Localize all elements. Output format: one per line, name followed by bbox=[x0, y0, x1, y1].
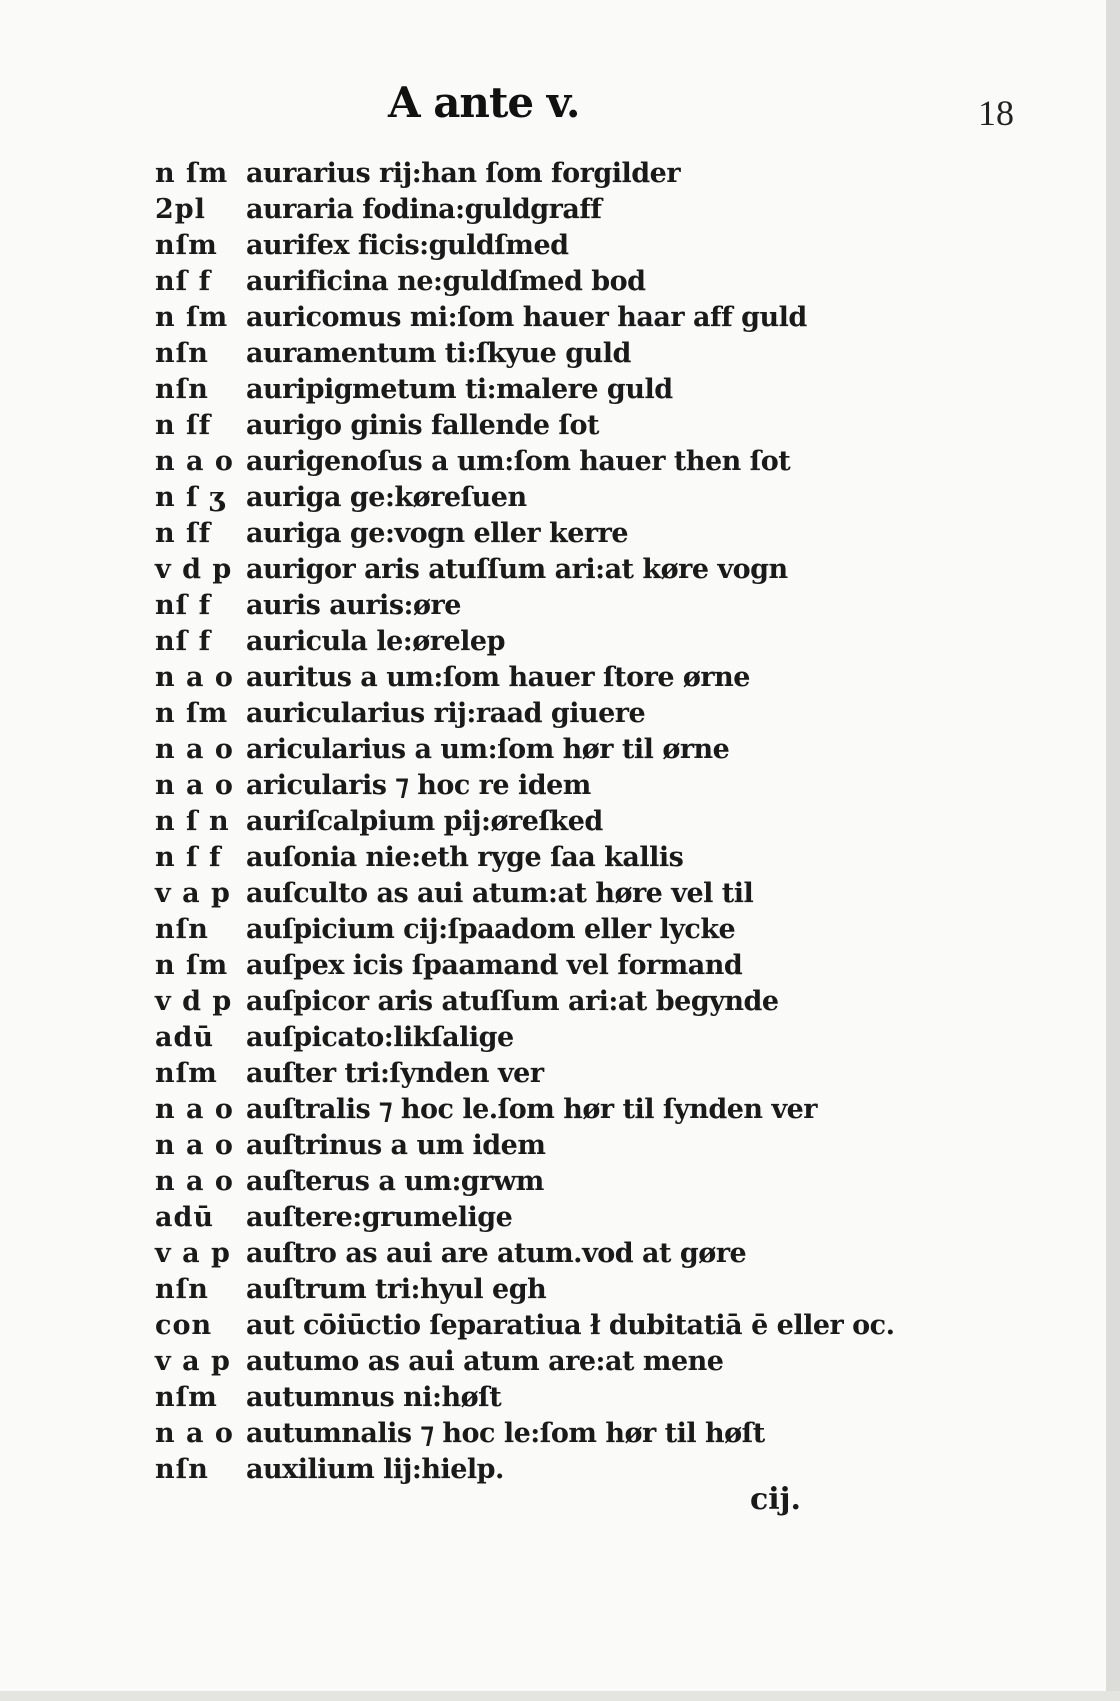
entry-text: auſtrinus a um idem bbox=[246, 1130, 546, 1161]
entry-text: auricomus mi:ſom hauer haar aff guld bbox=[246, 302, 807, 333]
grammar-code: 2pl bbox=[155, 194, 206, 225]
entry-text: auriga ge:køreſuen bbox=[246, 482, 527, 513]
grammar-code: n ſf bbox=[155, 410, 212, 441]
entry-text: autumnalis ⁊ hoc le:ſom hør til høſt bbox=[246, 1418, 765, 1449]
catchword: cij. bbox=[750, 1482, 801, 1517]
entry-text: auſpicor aris atuſſum ari:at begynde bbox=[246, 986, 779, 1017]
grammar-code: n a o bbox=[155, 662, 234, 693]
entry-text: aurigo ginis fallende ſot bbox=[246, 410, 600, 441]
grammar-code: n a o bbox=[155, 446, 234, 477]
entry-text: auſpicium cij:ſpaadom eller lycke bbox=[246, 914, 736, 945]
entry-text: auſculto as aui atum:at høre vel til bbox=[246, 878, 754, 909]
grammar-code: nſn bbox=[155, 374, 209, 405]
dictionary-entry bbox=[0, 230, 1120, 266]
dictionary-entry bbox=[0, 878, 1120, 914]
entry-text: auricularius rij:raad giuere bbox=[246, 698, 646, 729]
dictionary-entry bbox=[0, 1202, 1120, 1238]
dictionary-entry bbox=[0, 338, 1120, 374]
dictionary-entry bbox=[0, 482, 1120, 518]
dictionary-entry bbox=[0, 1022, 1120, 1058]
grammar-code: nſn bbox=[155, 1454, 209, 1485]
grammar-code: v a p bbox=[155, 1238, 231, 1269]
grammar-code: n ſ f bbox=[155, 842, 222, 873]
entry-text: auramentum ti:ſkyue guld bbox=[246, 338, 631, 369]
dictionary-entry bbox=[0, 1166, 1120, 1202]
entry-text: autumo as aui atum are:at mene bbox=[246, 1346, 724, 1377]
grammar-code: n ſm bbox=[155, 158, 229, 189]
grammar-code: n a o bbox=[155, 734, 234, 765]
grammar-code: n ſm bbox=[155, 950, 229, 981]
grammar-code: v a p bbox=[155, 878, 231, 909]
dictionary-entry bbox=[0, 410, 1120, 446]
entry-text: aricularius a um:ſom hør til ørne bbox=[246, 734, 730, 765]
grammar-code: n a o bbox=[155, 1130, 234, 1161]
entry-text: auſpicato:likſalige bbox=[246, 1022, 514, 1053]
dictionary-entry bbox=[0, 1454, 1120, 1490]
grammar-code: nſ f bbox=[155, 626, 212, 657]
grammar-code: n ſ n bbox=[155, 806, 230, 837]
entry-text: auſtro as aui are atum.vod at gøre bbox=[246, 1238, 747, 1269]
dictionary-entry bbox=[0, 302, 1120, 338]
entry-text: auriſcalpium pij:øreſked bbox=[246, 806, 603, 837]
dictionary-entry bbox=[0, 1418, 1120, 1454]
dictionary-entry bbox=[0, 1238, 1120, 1274]
entry-text: aurigenoſus a um:ſom hauer then ſot bbox=[246, 446, 791, 477]
grammar-code: nſ f bbox=[155, 590, 212, 621]
dictionary-entry bbox=[0, 950, 1120, 986]
entry-text: auripigmetum ti:malere guld bbox=[246, 374, 673, 405]
grammar-code: nſm bbox=[155, 1058, 218, 1089]
dictionary-entry bbox=[0, 518, 1120, 554]
grammar-code: nſn bbox=[155, 338, 209, 369]
grammar-code: n a o bbox=[155, 770, 234, 801]
dictionary-entry bbox=[0, 374, 1120, 410]
entry-text: aurarius rij:han ſom forgilder bbox=[246, 158, 681, 189]
entry-text: auſpex icis ſpaamand vel formand bbox=[246, 950, 743, 981]
grammar-code: nſn bbox=[155, 1274, 209, 1305]
dictionary-entry bbox=[0, 1058, 1120, 1094]
dictionary-entry bbox=[0, 914, 1120, 950]
dictionary-entry bbox=[0, 1310, 1120, 1346]
dictionary-entry bbox=[0, 734, 1120, 770]
dictionary-entry bbox=[0, 698, 1120, 734]
dictionary-entry bbox=[0, 194, 1120, 230]
grammar-code: nſn bbox=[155, 914, 209, 945]
grammar-code: n a o bbox=[155, 1094, 234, 1125]
entry-text: auſtere:grumelige bbox=[246, 1202, 513, 1233]
dictionary-entry bbox=[0, 158, 1120, 194]
grammar-code: n ſf bbox=[155, 518, 212, 549]
entry-text: auſonia nie:eth ryge ſaa kallis bbox=[246, 842, 684, 873]
grammar-code: nſm bbox=[155, 1382, 218, 1413]
dictionary-entry bbox=[0, 842, 1120, 878]
dictionary-entry bbox=[0, 662, 1120, 698]
grammar-code: con bbox=[155, 1310, 213, 1341]
entry-text: aurificina ne:guldſmed bod bbox=[246, 266, 646, 297]
entry-text: auris auris:øre bbox=[246, 590, 461, 621]
grammar-code: adū bbox=[155, 1202, 215, 1233]
grammar-code: nſ f bbox=[155, 266, 212, 297]
entry-text: autumnus ni:høſt bbox=[246, 1382, 502, 1413]
dictionary-entry bbox=[0, 1382, 1120, 1418]
entry-text: auriga ge:vogn eller kerre bbox=[246, 518, 629, 549]
dictionary-entry bbox=[0, 770, 1120, 806]
dictionary-entry bbox=[0, 1094, 1120, 1130]
grammar-code: n a o bbox=[155, 1166, 234, 1197]
dictionary-entry bbox=[0, 1346, 1120, 1382]
entry-text: auſtrum tri:hyul egh bbox=[246, 1274, 547, 1305]
grammar-code: v a p bbox=[155, 1346, 231, 1377]
entry-text: aurigor aris atuſſum ari:at køre vogn bbox=[246, 554, 788, 585]
dictionary-entry bbox=[0, 266, 1120, 302]
entry-text: auſter tri:ſynden ver bbox=[246, 1058, 544, 1089]
grammar-code: v d p bbox=[155, 554, 233, 585]
grammar-code: n ſm bbox=[155, 698, 229, 729]
page-number: 18 bbox=[978, 93, 1014, 133]
entry-text: aut cōiūctio ſeparatiua ł dubitatiā ē eller oc. bbox=[246, 1310, 895, 1341]
dictionary-entry bbox=[0, 986, 1120, 1022]
dictionary-entry bbox=[0, 626, 1120, 662]
entry-text: auſtralis ⁊ hoc le.ſom hør til ſynden ver bbox=[246, 1094, 818, 1125]
grammar-code: n a o bbox=[155, 1418, 234, 1449]
grammar-code: n ſm bbox=[155, 302, 229, 333]
entry-text: aurifex ficis:guldſmed bbox=[246, 230, 569, 261]
entry-text: auricula le:ørelep bbox=[246, 626, 505, 657]
entry-text: auxilium lij:hielp. bbox=[246, 1454, 504, 1485]
dictionary-entry bbox=[0, 446, 1120, 482]
grammar-code: v d p bbox=[155, 986, 233, 1017]
grammar-code: n ſ ʒ bbox=[155, 482, 226, 513]
page-heading: A ante v. bbox=[388, 78, 580, 127]
entry-text: aricularis ⁊ hoc re idem bbox=[246, 770, 591, 801]
entry-text: auraria fodina:guldgraff bbox=[246, 194, 602, 225]
dictionary-entry bbox=[0, 1130, 1120, 1166]
grammar-code: adū bbox=[155, 1022, 215, 1053]
dictionary-entry bbox=[0, 806, 1120, 842]
dictionary-entry bbox=[0, 554, 1120, 590]
entry-text: auritus a um:ſom hauer ſtore ørne bbox=[246, 662, 750, 693]
dictionary-entry bbox=[0, 1274, 1120, 1310]
entry-text: auſterus a um:grwm bbox=[246, 1166, 544, 1197]
dictionary-entry bbox=[0, 590, 1120, 626]
grammar-code: nſm bbox=[155, 230, 218, 261]
